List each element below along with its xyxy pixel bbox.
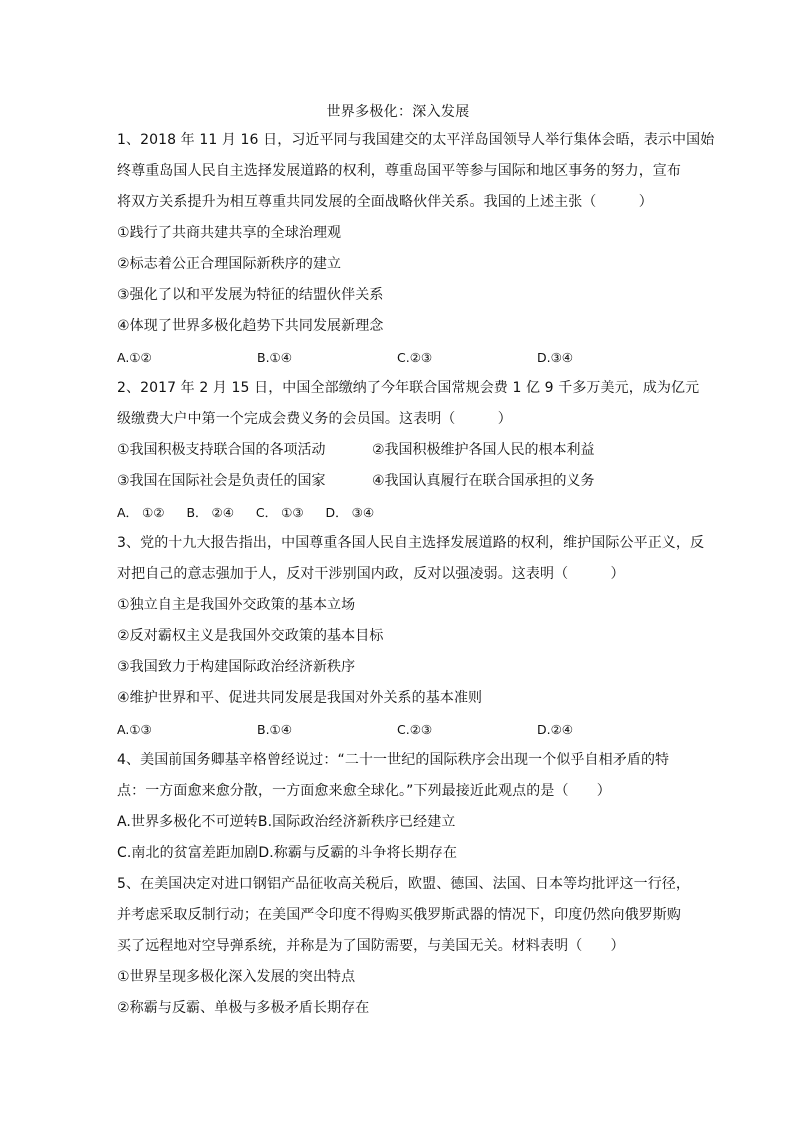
option-a: A． ①② [117, 505, 165, 520]
question-3-statement-3: ③我国致力于构建国际政治经济新秩序 [117, 659, 356, 675]
question-4-stem-line-2: 点：一方面愈来愈分散，一方面愈来愈全球化。”下列最接近此观点的是（ ） [117, 783, 611, 799]
question-3-options [117, 714, 679, 745]
question-4-options-row-1: A.世界多极化不可逆转B.国际政治经济新秩序已经建立 [117, 814, 456, 830]
question-4-stem-line-1: 4、美国前国务卿基辛格曾经说过：“二十一世纪的国际秩序会出现一个似乎自相矛盾的特 [117, 752, 670, 768]
question-1-stem-line-3: 将双方关系提升为相互尊重共同发展的全面战略伙伴关系。我国的上述主张（ ） [117, 194, 653, 210]
question-3-stem-line-2: 对把自己的意志强加于人，反对干涉别国内政，反对以强凌弱。这表明（ ） [117, 566, 625, 582]
question-1-options [117, 342, 679, 373]
question-5-stem-line-1: 5、在美国决定对进口钢铝产品征收高关税后，欧盟、德国、法国、日本等均批评这一行径， [117, 876, 691, 892]
question-1-statement-4: ④体现了世界多极化趋势下共同发展新理念 [117, 318, 384, 334]
question-3-statement-2: ②反对霸权主义是我国外交政策的基本目标 [117, 628, 384, 644]
question-5 [117, 869, 691, 1024]
question-1-stem-line-2: 终尊重岛国人民自主选择发展道路的权利，尊重岛国平等参与国际和地区事务的努力，宣布 [117, 163, 681, 179]
question-2-options [117, 497, 679, 528]
question-1-statement-1: ①践行了共商共建共享的全球治理观 [117, 225, 342, 241]
question-5-stem-line-2: 并考虑采取反制行动；在美国严令印度不得购买俄罗斯武器的情况下，印度仍然向俄罗斯购 [117, 907, 681, 923]
document-title: 世界多极化：深入发展 [326, 104, 470, 120]
question-2-statement-1: ①我国积极支持联合国的各项活动 [117, 442, 326, 458]
option-b: B.①④ [257, 350, 292, 365]
question-3-stem-line-1: 3、党的十九大报告指出，中国尊重各国人民自主选择发展道路的权利，维护国际公平正义，反 [117, 535, 705, 551]
document-page [117, 102, 715, 1024]
option-b: B.①④ [257, 722, 292, 737]
question-2 [117, 373, 700, 528]
option-d: D． ③④ [325, 505, 375, 520]
question-4 [117, 745, 679, 869]
option-a: A.①② [117, 350, 152, 365]
option-c: C.②③ [397, 722, 433, 737]
question-1 [117, 125, 715, 373]
question-4-options-row-2: C.南北的贫富差距加剧D.称霸与反霸的斗争将长期存在 [117, 845, 458, 861]
option-c: C.②③ [397, 350, 433, 365]
question-2-stem-line-2: 级缴费大户中第一个完成会费义务的会员国。这表明（ ） [117, 411, 512, 427]
question-1-stem-line-1: 1、2018 年 11 月 16 日，习近平同与我国建交的太平洋岛国领导人举行集体会晤，表示中国始 [117, 132, 715, 148]
question-2-statements-row-1 [117, 435, 679, 466]
option-a: A.①③ [117, 722, 152, 737]
option-d: D.②④ [537, 722, 574, 737]
question-2-statement-2: ②我国积极维护各国人民的根本利益 [372, 442, 595, 458]
question-1-statement-2: ②标志着公正合理国际新秩序的建立 [117, 256, 342, 272]
question-3-statement-4: ④维护世界和平、促进共同发展是我国对外关系的基本准则 [117, 690, 483, 706]
question-5-statement-2: ②称霸与反霸、单极与多极矛盾长期存在 [117, 1000, 370, 1016]
question-5-statement-1: ①世界呈现多极化深入发展的突出特点 [117, 969, 356, 985]
question-2-statement-4: ④我国认真履行在联合国承担的义务 [372, 473, 595, 489]
option-c: C． ①③ [255, 505, 304, 520]
question-3 [117, 528, 705, 745]
question-2-stem-line-1: 2、2017 年 2 月 15 日，中国全部缴纳了今年联合国常规会费 1 亿 9 千多万美元，成为亿元 [117, 380, 700, 396]
question-2-statements-row-2 [117, 466, 679, 497]
question-1-statement-3: ③强化了以和平发展为特征的结盟伙伴关系 [117, 287, 384, 303]
option-b: B． ②④ [186, 505, 234, 520]
question-3-statement-1: ①独立自主是我国外交政策的基本立场 [117, 597, 356, 613]
question-2-statement-3: ③我国在国际社会是负责任的国家 [117, 473, 326, 489]
question-5-stem-line-3: 买了远程地对空导弹系统，并称是为了国防需要，与美国无关。材料表明（ ） [117, 938, 625, 954]
option-d: D.③④ [537, 350, 574, 365]
